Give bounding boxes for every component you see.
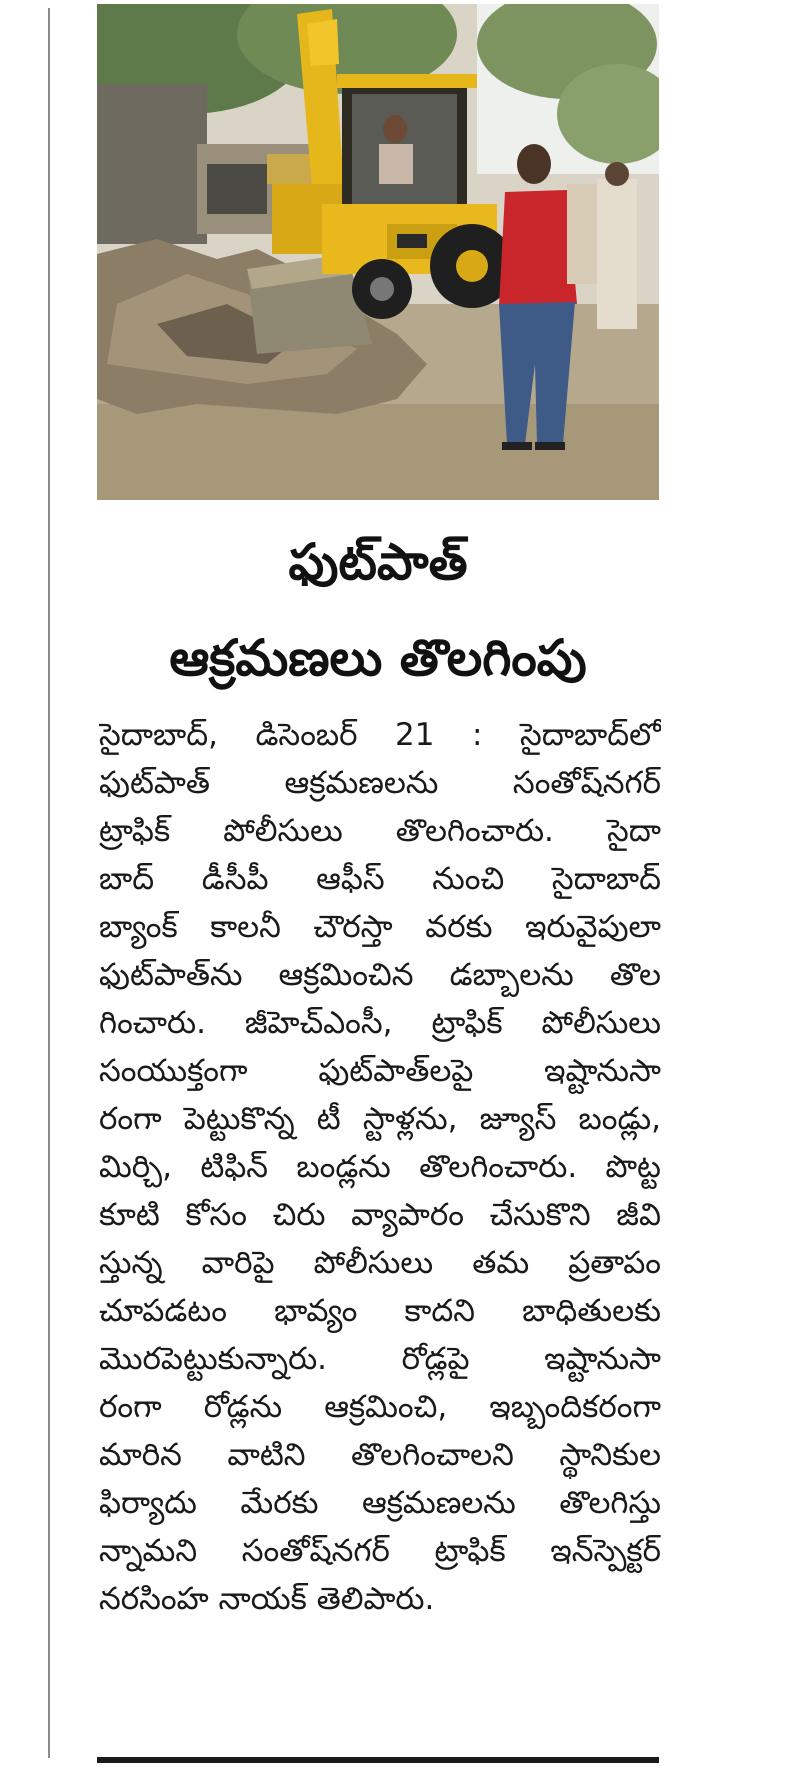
body-line: సైదాబాద్, డిసెంబర్ 21 : సైదాబాద్‌లో (99, 717, 661, 753)
body-line: నరసింహ నాయక్ తెలిపారు. (99, 1581, 435, 1617)
body-line: రంగా రోడ్లను ఆక్రమించి, ఇబ్బందికరంగా (99, 1389, 661, 1425)
news-photo (97, 4, 659, 500)
body-line: ఫుట్‌పాత్‌ను ఆక్రమించిన డబ్బాలను తొల (99, 957, 661, 993)
column-divider (48, 8, 50, 1758)
headline-line-1: ఫుట్‌పాత్ (288, 533, 468, 591)
body-line: మిర్చి, టిఫిన్ బండ్లను తొలగించారు. పొట్ట (99, 1149, 661, 1185)
body-line: ట్రాఫిక్ పోలీసులు తొలగించారు. సైదా (99, 813, 661, 849)
body-line: మొరపెట్టుకున్నారు. రోడ్లపై ఇష్టానుసా (99, 1341, 661, 1377)
body-line: గించారు. జీహెచ్‌ఎంసీ, ట్రాఫిక్ పోలీసులు (99, 1005, 661, 1041)
body-line: స్తున్న వారిపై పోలీసులు తమ ప్రతాపం (99, 1245, 661, 1281)
article-end-rule (97, 1757, 659, 1763)
headline-line-2: ఆక్రమణలు తొలగింపు (169, 629, 587, 687)
excavator-photo-illustration (97, 4, 659, 500)
body-line: మారిన వాటిని తొలగించాలని స్థానికుల (99, 1437, 661, 1473)
body-line: న్నామని సంతోష్‌నగర్ ట్రాఫిక్ ఇన్‌స్పెక్టర్ (99, 1533, 661, 1569)
body-line: కూటి కోసం చిరు వ్యాపారం చేసుకొని జీవి (99, 1197, 661, 1233)
article-body (99, 711, 661, 1623)
body-line: ఫుట్‌పాత్ ఆక్రమణలను సంతోష్‌నగర్ (99, 765, 661, 801)
body-line: సంయుక్తంగా ఫుట్‌పాత్‌లపై ఇష్టానుసా (99, 1053, 661, 1089)
body-line: రంగా పెట్టుకొన్న టీ స్టాళ్లను, జ్యూస్ బండ్లు, (99, 1101, 661, 1137)
body-line: బ్యాంక్ కాలనీ చౌరస్తా వరకు ఇరువైపులా (99, 909, 661, 945)
body-line: ఫిర్యాదు మేరకు ఆక్రమణలను తొలగిస్తు (99, 1485, 661, 1521)
body-line: చూపడటం భావ్యం కాదని బాధితులకు (99, 1293, 661, 1329)
body-line: బాద్ డీసీపీ ఆఫీస్ నుంచి సైదాబాద్ (99, 861, 661, 897)
